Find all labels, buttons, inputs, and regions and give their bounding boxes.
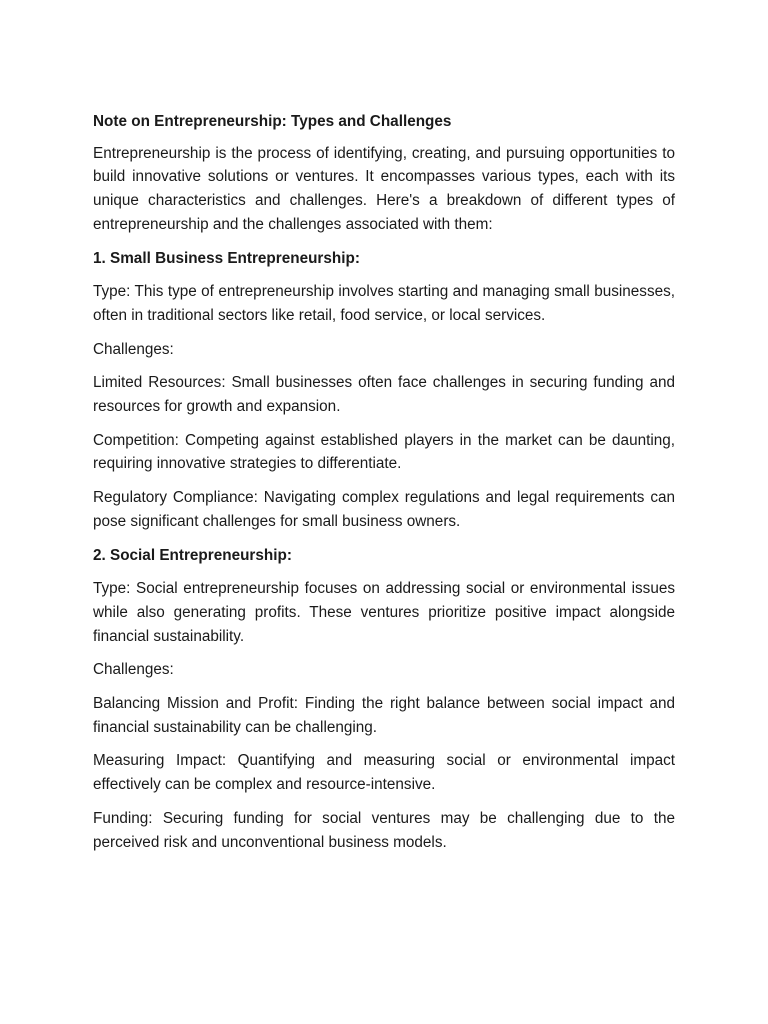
social-challenge-balance: Balancing Mission and Profit: Finding the right balance between social impact and financial sustainability can be challenging. — [93, 695, 675, 736]
small-business-challenges-label: Challenges: — [93, 340, 174, 358]
intro-paragraph: Entrepreneurship is the process of identifying, creating, and pursuing opportunities to build innovative solutions or ventures. It encompasses various types, each with its unique characteristics and challenges. Here's a breakdown of different types of entrepreneurship and the challenges associated with them: — [93, 144, 675, 233]
small-business-challenge-resources: Limited Resources: Small businesses often face challenges in securing funding and resources for growth and expansion. — [93, 374, 675, 416]
document-body — [93, 110, 675, 864]
social-type-paragraph: Type: Social entrepreneurship focuses on addressing social or environmental issues while also generating profits. These ventures prioritize positive impact alongside financial sustainability. — [93, 580, 675, 645]
social-challenge-funding: Funding: Securing funding for social ventures may be challenging due to the perceived risk and unconventional business models. — [93, 809, 675, 851]
small-business-challenge-competition: Competition: Competing against established players in the market can be daunting, requiring innovative strategies to differentiate. — [93, 431, 675, 473]
document-title: Note on Entrepreneurship: Types and Challenges — [93, 113, 452, 130]
small-business-type-paragraph: Type: This type of entrepreneurship involves starting and managing small businesses, often in traditional sectors like retail, food service, or local services. — [93, 283, 675, 324]
section-heading-social: 2. Social Entrepreneurship: — [93, 546, 292, 564]
social-challenge-measuring: Measuring Impact: Quantifying and measuring social or environmental impact effectively can be complex and resource-intensive. — [93, 752, 675, 794]
section-heading-small-business: 1. Small Business Entrepreneurship: — [93, 249, 360, 267]
social-challenges-label: Challenges: — [93, 661, 174, 679]
small-business-challenge-regulatory: Regulatory Compliance: Navigating complex regulations and legal requirements can pose significant challenges for small business owners. — [93, 489, 675, 530]
